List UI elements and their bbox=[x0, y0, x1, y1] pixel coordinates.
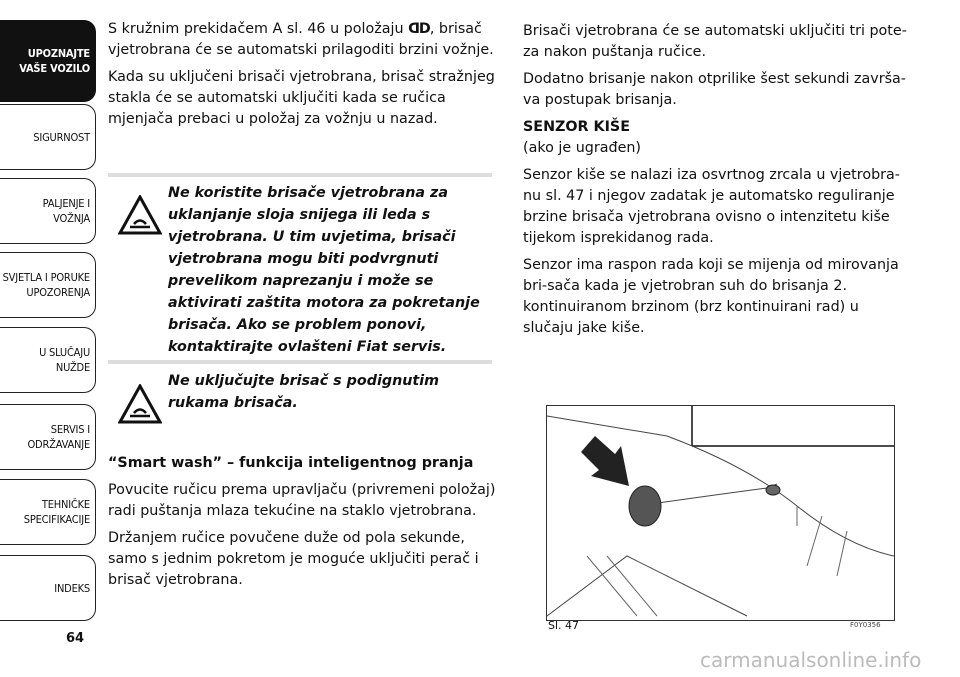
paragraph: Senzor ima raspon rada koji se mijenja od mirovanja bri-sača kada je vjetrobran suh do brisanja 2. kontinuiranom brzinom (brz kontinuirani rad) u slučaju jake kiše. bbox=[523, 257, 899, 336]
tab-svjetla[interactable] bbox=[0, 252, 96, 318]
tab-label: U SLUČAJU NUŽDE bbox=[39, 346, 90, 374]
rain-sensor-illustration bbox=[547, 406, 894, 620]
tab-paljenje[interactable] bbox=[0, 178, 96, 244]
warning-icon bbox=[118, 195, 162, 235]
tab-label: SERVIS I ODRŽAVANJE bbox=[27, 423, 90, 451]
right-column bbox=[523, 21, 913, 345]
tab-sigurnost[interactable] bbox=[0, 104, 96, 170]
tab-label: INDEKS bbox=[54, 581, 90, 595]
tab-servis[interactable] bbox=[0, 404, 96, 470]
figure-code: F0Y0356 bbox=[850, 621, 881, 629]
left-column bbox=[108, 19, 500, 136]
watermark: carmanualsonline.info bbox=[700, 648, 922, 672]
warning-box-1 bbox=[108, 173, 492, 358]
paragraph: Brisači vjetrobrana će se automatski uključiti tri pote-za nakon puštanja ručice. bbox=[523, 23, 907, 60]
rain-sensor-figure bbox=[546, 405, 895, 621]
text: , brisač vjetrobrana će se automatski prilagoditi brzini vožnje. bbox=[108, 21, 494, 58]
tab-indeks[interactable] bbox=[0, 555, 96, 621]
tab-label: PALJENJE I VOŽNJA bbox=[42, 197, 90, 225]
paragraph bbox=[108, 19, 500, 61]
paragraph: Držanjem ručice povučene duže od pola sekunde, samo s jednim pokretom je moguće uključiti perač i brisač vjetrobrana. bbox=[108, 530, 479, 588]
paragraph: Kada su uključeni brisači vjetrobrana, brisač stražnjeg stakla će se automatski uključiti kada se ručica mjenjača prebaci u položaj za vožnju u nazad. bbox=[108, 69, 495, 127]
tab-upoznajte[interactable] bbox=[0, 20, 96, 102]
left-column-bottom bbox=[108, 453, 500, 597]
section-heading: SENZOR KIŠE bbox=[523, 119, 630, 135]
page-number: 64 bbox=[66, 631, 85, 646]
warning-text: Ne uključujte brisač s podignutim rukama brisača. bbox=[168, 373, 440, 411]
tab-label: TEHNIČKE SPECIFIKACIJE bbox=[23, 498, 90, 526]
warning-text bbox=[108, 177, 492, 358]
section-heading: “Smart wash” – funkcija inteligentnog pranja bbox=[108, 455, 474, 471]
tab-tehnicke[interactable] bbox=[0, 479, 96, 545]
figure-caption: Sl. 47 bbox=[548, 619, 580, 632]
tab-label: UPOZNAJTE VAŠE VOZILO bbox=[19, 47, 90, 75]
text: S kružnim prekidačem A sl. 46 u položaju bbox=[108, 21, 409, 37]
chapter-sidebar bbox=[0, 0, 98, 640]
paragraph: Povucite ručicu prema upravljaču (privremeni položaj) radi puštanja mlaza tekućine na staklo vjetrobrana. bbox=[108, 482, 496, 519]
tab-label: SVJETLA I PORUKE UPOZORENJA bbox=[2, 271, 90, 299]
paragraph: Senzor kiše se nalazi iza osvrtnog zrcala u vjetrobra-nu sl. 47 i njegov zadatak je automatsko reguliranje brzine brisača vjetrobrana ovisno o intenzitetu kiše tijekom isprekidanog rada. bbox=[523, 167, 900, 246]
warning-icon bbox=[118, 384, 162, 424]
subheading: (ako je ugrađen) bbox=[523, 140, 641, 156]
warning-box-2 bbox=[108, 360, 492, 414]
paragraph: Dodatno brisanje nakon otprilike šest sekundi završa-va postupak brisanja. bbox=[523, 71, 906, 108]
tab-label: SIGURNOST bbox=[33, 130, 90, 144]
warning-text-body: Ne koristite brisače vjetrobrana za uklanjanje sloja snijega ili leda s vjetrobrana. U tim uvjetima, brisači vjetrobrana mogu biti podvrgnuti prevelikom naprezanju i može se aktivirati zaštita motora za pokretanje brisača. Ako se problem ponovi, kontaktirajte ovlašteni Fiat servis. bbox=[168, 185, 480, 355]
auto-wiper-icon: ᗡD bbox=[408, 21, 430, 37]
tab-u-slucaju[interactable] bbox=[0, 327, 96, 393]
